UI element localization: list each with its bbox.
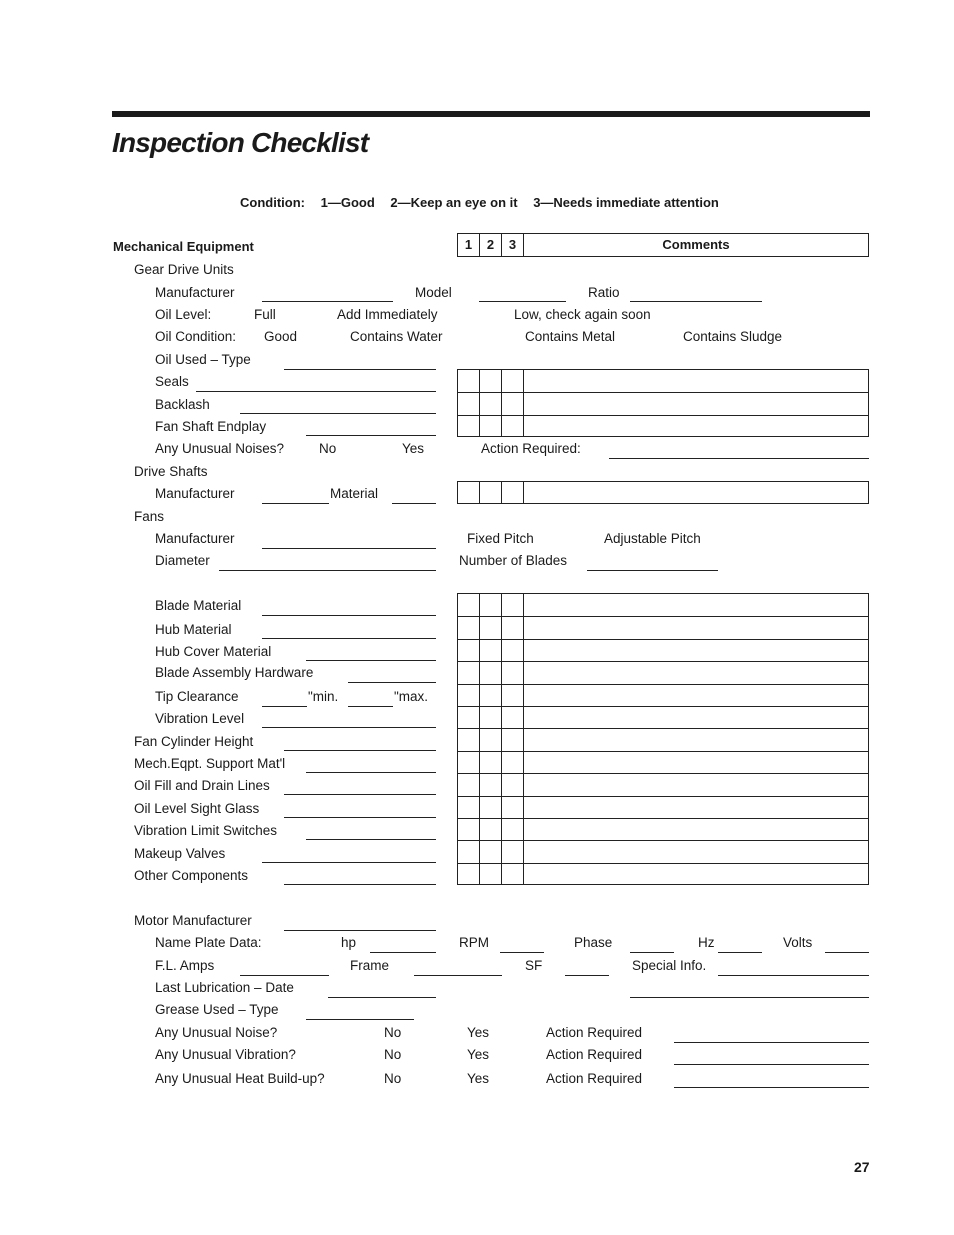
grid-rating-row[interactable] [458,684,868,706]
blade-hardware-field[interactable] [348,682,436,683]
special-info-label: Special Info. [632,958,707,973]
drive-shafts-heading: Drive Shafts [134,464,208,479]
motor-vibration-action-label: Action Required [546,1047,643,1062]
hub-cover-label: Hub Cover Material [155,644,272,659]
frame-label: Frame [350,958,390,973]
fan-shaft-field[interactable] [306,435,436,436]
grid-rating-row[interactable] [458,840,868,862]
tip-max-label: "max. [394,689,429,704]
section-heading-mechanical: Mechanical Equipment [113,239,254,254]
other-field[interactable] [284,884,436,885]
noises-no[interactable]: No [319,441,337,456]
blade-material-label: Blade Material [155,598,242,613]
gear-model-label: Model [415,285,452,300]
oil-condition-water[interactable]: Contains Water [350,329,443,344]
vibration-level-label: Vibration Level [155,711,245,726]
noises-label: Any Unusual Noises? [155,441,285,456]
grid-col-1: 1 [458,234,480,256]
vib-switches-field[interactable] [306,839,436,840]
support-field[interactable] [306,772,436,773]
grid-rating-row[interactable] [458,415,868,437]
ds-material-label: Material [330,486,379,501]
fan-cylinder-label: Fan Cylinder Height [134,734,254,749]
gear-manufacturer-label: Manufacturer [155,285,235,300]
sf-field[interactable] [565,975,609,976]
motor-noise-action-label: Action Required [546,1025,643,1040]
legend-prefix: Condition: [240,195,305,210]
grid-rating-row[interactable] [458,482,868,504]
diameter-field[interactable] [219,570,436,571]
blade-material-field[interactable] [262,615,436,616]
frame-field[interactable] [414,975,502,976]
grid-rating-row[interactable] [458,773,868,795]
oil-fill-field[interactable] [284,794,436,795]
title-rule [112,111,870,117]
adjustable-pitch-option[interactable]: Adjustable Pitch [604,531,701,546]
vib-switches-label: Vibration Limit Switches [134,823,278,838]
rpm-label: RPM [459,935,489,950]
grid-col-3: 3 [502,234,524,256]
fl-amps-label: F.L. Amps [155,958,215,973]
sight-glass-label: Oil Level Sight Glass [134,801,260,816]
motor-noise-action-field[interactable] [674,1042,869,1043]
motor-heat-label: Any Unusual Heat Build-up? [155,1071,325,1086]
backlash-label: Backlash [155,397,210,412]
tip-max-field[interactable] [348,706,393,707]
motor-heat-action-label: Action Required [546,1071,643,1086]
motor-heat-action-field[interactable] [674,1087,869,1088]
phase-field[interactable] [630,952,674,953]
gear-ratio-label: Ratio [588,285,620,300]
hz-label: Hz [698,935,715,950]
blade-hardware-label: Blade Assembly Hardware [155,665,314,680]
tip-min-label: "min. [308,689,339,704]
grease-field[interactable] [306,1019,414,1020]
grid-col-comments: Comments [662,237,730,252]
noises-yes[interactable]: Yes [402,441,425,456]
motor-manufacturer-label: Motor Manufacturer [134,913,252,928]
ds-material-field[interactable] [392,503,436,504]
grid-rating-row[interactable] [458,706,868,728]
motor-noise-yes[interactable]: Yes [467,1025,490,1040]
fl-amps-field[interactable] [240,975,329,976]
volts-field[interactable] [825,952,869,953]
backlash-field[interactable] [240,413,436,414]
fan-rating-grid [457,593,869,885]
oil-level-full[interactable]: Full [254,307,276,322]
nameplate-label: Name Plate Data: [155,935,262,950]
oil-used-label: Oil Used – Type [155,352,251,367]
motor-heat-yes[interactable]: Yes [467,1071,490,1086]
special-info-field-2[interactable] [630,997,869,998]
hp-label: hp [341,935,357,950]
motor-noise-label: Any Unusual Noise? [155,1025,278,1040]
ds-manufacturer-label: Manufacturer [155,486,235,501]
grid-rating-row[interactable] [458,616,868,638]
oil-condition-good[interactable]: Good [264,329,298,344]
gear-drive-rating-grid [457,369,869,437]
fans-heading: Fans [134,509,165,524]
page-number: 27 [854,1159,870,1175]
fan-shaft-label: Fan Shaft Endplay [155,419,267,434]
oil-level-add[interactable]: Add Immediately [337,307,438,322]
hp-field[interactable] [370,952,436,953]
special-info-field[interactable] [718,975,869,976]
tip-min-field[interactable] [262,706,307,707]
drive-shaft-rating-grid [457,481,869,504]
diameter-label: Diameter [155,553,210,568]
grid-rating-row[interactable] [458,661,868,683]
oil-condition-label: Oil Condition: [155,329,237,344]
vibration-level-field[interactable] [262,727,436,728]
num-blades-label: Number of Blades [459,553,568,568]
motor-vibration-label: Any Unusual Vibration? [155,1047,296,1062]
num-blades-field[interactable] [587,570,718,571]
condition-grid-header [457,233,869,257]
gear-model-field[interactable] [479,301,566,302]
makeup-field[interactable] [262,862,436,863]
rpm-field[interactable] [500,952,544,953]
hub-material-field[interactable] [262,638,436,639]
grid-rating-row[interactable] [458,594,868,616]
hz-field[interactable] [718,952,762,953]
motor-vibration-yes[interactable]: Yes [467,1047,490,1062]
grid-rating-row[interactable] [458,796,868,818]
fan-manufacturer-label: Manufacturer [155,531,235,546]
other-label: Other Components [134,868,249,883]
condition-legend [240,195,731,210]
fan-manufacturer-field[interactable] [262,548,436,549]
oil-condition-sludge[interactable]: Contains Sludge [683,329,783,344]
grid-rating-row[interactable] [458,392,868,414]
seals-field[interactable] [196,391,436,392]
gear-ratio-field[interactable] [630,301,762,302]
grid-col-2: 2 [480,234,502,256]
grease-label: Grease Used – Type [155,1002,279,1017]
legend-keep: 2—Keep an eye on it [390,195,518,210]
legend-attention: 3—Needs immediate attention [533,195,719,210]
motor-manufacturer-field[interactable] [284,930,436,931]
oil-level-label: Oil Level: [155,307,212,322]
gear-manufacturer-field[interactable] [262,301,393,302]
motor-vibration-action-field[interactable] [674,1064,869,1065]
grid-rating-row[interactable] [458,639,868,661]
fan-cylinder-field[interactable] [284,750,436,751]
motor-noise-no[interactable]: No [384,1025,402,1040]
hub-cover-field[interactable] [306,660,436,661]
grid-rating-row[interactable] [458,728,868,750]
sight-glass-field[interactable] [284,817,436,818]
hub-material-label: Hub Material [155,622,232,637]
oil-level-low[interactable]: Low, check again soon [514,307,651,322]
lubrication-label: Last Lubrication – Date [155,980,294,995]
legend-good: 1—Good [320,195,375,210]
oil-fill-label: Oil Fill and Drain Lines [134,778,270,793]
grid-rating-row[interactable] [458,370,868,392]
support-label: Mech.Eqpt. Support Mat'l [134,756,286,771]
ds-manufacturer-field[interactable] [262,503,329,504]
gear-drive-heading: Gear Drive Units [134,262,234,277]
phase-label: Phase [574,935,613,950]
noises-action-field[interactable] [609,458,869,459]
makeup-label: Makeup Valves [134,846,226,861]
tip-clearance-label: Tip Clearance [155,689,239,704]
sf-label: SF [525,958,543,973]
motor-vibration-no[interactable]: No [384,1047,402,1062]
motor-heat-no[interactable]: No [384,1071,402,1086]
grid-rating-row[interactable] [458,863,868,885]
noises-action-label: Action Required: [481,441,581,456]
volts-label: Volts [783,935,813,950]
oil-used-field[interactable] [284,369,436,370]
seals-label: Seals [155,374,189,389]
oil-condition-metal[interactable]: Contains Metal [525,329,616,344]
grid-rating-row[interactable] [458,818,868,840]
fixed-pitch-option[interactable]: Fixed Pitch [467,531,534,546]
grid-rating-row[interactable] [458,751,868,773]
page-title: Inspection Checklist [112,127,369,158]
lubrication-field[interactable] [328,997,436,998]
